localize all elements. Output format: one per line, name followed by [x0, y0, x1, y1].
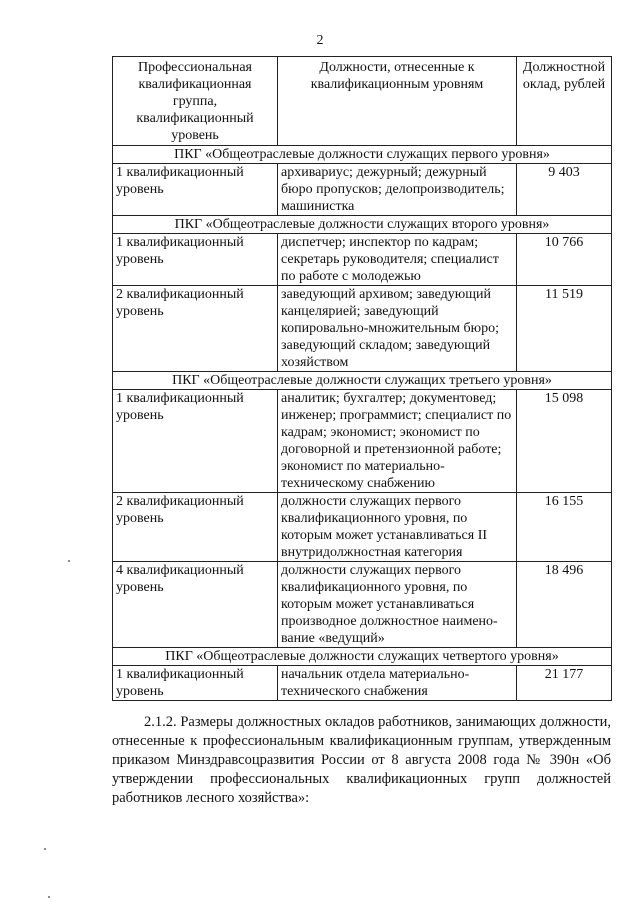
level-cell: 2 квалификационный уровень [113, 493, 278, 562]
group-header-row [113, 372, 612, 390]
table-row [113, 666, 612, 701]
salary-cell: 18 496 [517, 562, 612, 648]
positions-cell: архивариус; дежурный; дежурный бюро пропусков; делопроизводитель; машинистка [278, 164, 517, 216]
scan-speck [44, 848, 46, 850]
table-header-row [113, 57, 612, 146]
group-title: ПКГ «Общеотраслевые должности служащих первого уровня» [113, 146, 612, 164]
positions-cell: диспетчер; инспектор по кадрам; секретарь руководителя; специалист по работе с молодежью [278, 234, 517, 286]
salary-cell: 11 519 [517, 286, 612, 372]
salary-table [112, 56, 612, 701]
level-cell: 2 квалификационный уровень [113, 286, 278, 372]
positions-cell: начальник отдела материально-технического снабжения [278, 666, 517, 701]
group-title: ПКГ «Общеотраслевые должности служащих второго уровня» [113, 216, 612, 234]
positions-cell: должности служащих первого квалификационного уровня, по которым может устанавливаться производное должностное наименование «ведущий» [278, 562, 517, 648]
salary-cell: 16 155 [517, 493, 612, 562]
group-header-row [113, 216, 612, 234]
positions-cell: должности служащих первого квалификационного уровня, по которым может устанавливаться II внутридолжностная категория [278, 493, 517, 562]
table-row [113, 493, 612, 562]
body-paragraph: 2.1.2. Размеры должностных окладов работников, занимающих должности, отнесенные к профессиональным квалификационным группам, утвержденным приказом Минздравсоцразвития России от 8 августа 2008 года № 390н «Об утверждении профессиональных квалификационных групп должностей работников лесного хозяйства»: [112, 714, 611, 806]
group-header-row [113, 648, 612, 666]
group-title: ПКГ «Общеотраслевые должности служащих третьего уровня» [113, 372, 612, 390]
table-row [113, 234, 612, 286]
scan-speck [48, 896, 50, 898]
table-row [113, 286, 612, 372]
scan-speck [68, 560, 70, 562]
header-salary: Должностной оклад, рублей [517, 57, 612, 146]
table-row [113, 562, 612, 648]
level-cell: 1 квалификационный уровень [113, 390, 278, 493]
level-cell: 1 квалификационный уровень [113, 164, 278, 216]
header-positions: Должности, отнесенные к квалификационным уровням [278, 57, 517, 146]
level-cell: 1 квалификационный уровень [113, 666, 278, 701]
header-group: Профессиональная квалификационная группа, квалификационный уровень [113, 57, 278, 146]
salary-cell: 15 098 [517, 390, 612, 493]
table-row [113, 164, 612, 216]
salary-cell: 10 766 [517, 234, 612, 286]
level-cell: 4 квалификационный уровень [113, 562, 278, 648]
table-row [113, 390, 612, 493]
page-number: 2 [316, 33, 324, 48]
level-cell: 1 квалификационный уровень [113, 234, 278, 286]
group-header-row [113, 146, 612, 164]
salary-cell: 9 403 [517, 164, 612, 216]
salary-cell: 21 177 [517, 666, 612, 701]
positions-cell: заведующий архивом; заведующий канцелярией; заведующий копировально-множительным бюро; заведующий складом; заведующий хозяйством [278, 286, 517, 372]
positions-cell: аналитик; бухгалтер; документовед; инженер; программист; специалист по кадрам; экономист; экономист по договорной и претензионной работе; экономист по материально-техническому снабжению [278, 390, 517, 493]
group-title: ПКГ «Общеотраслевые должности служащих четвертого уровня» [113, 648, 612, 666]
